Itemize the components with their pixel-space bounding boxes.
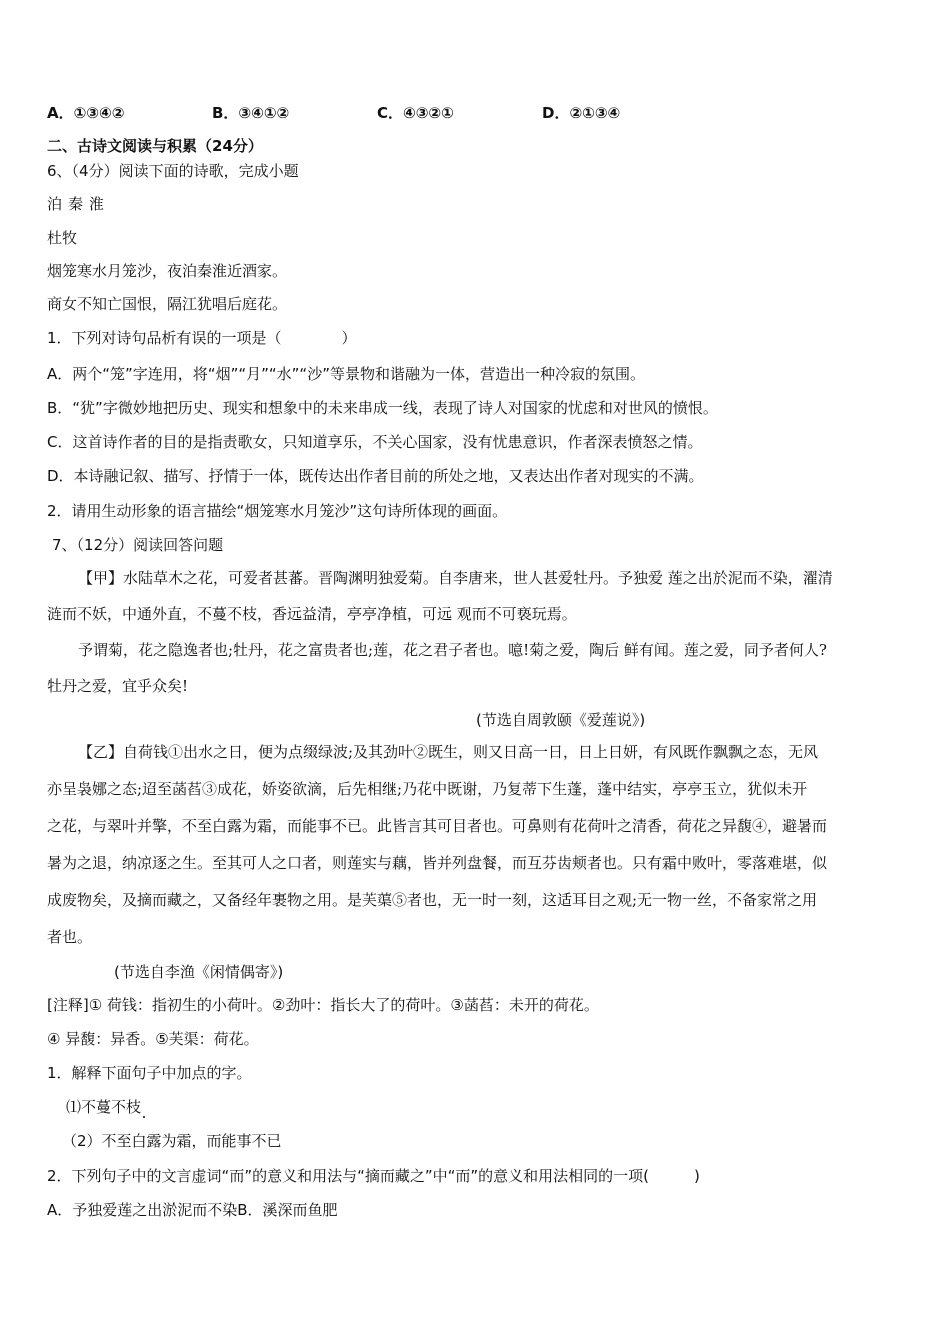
note-line2: ④ 异馥：异香。⑤芙渠：荷花。 xyxy=(47,1030,259,1048)
note-line1: [注释]① 荷钱：指初生的小荷叶。②劲叶：指长大了的荷叶。③菡萏：未开的荷花。 xyxy=(47,996,599,1014)
q7-sub2-options: A．予独爱莲之出淤泥而不染B．溪深而鱼肥 xyxy=(47,1201,338,1219)
yi-source: (节选自李渔《闲情偶寄》) xyxy=(114,963,284,981)
yi-line6: 者也。 xyxy=(47,928,93,946)
q7-sub1: 1．解释下面句子中加点的字。 xyxy=(47,1064,252,1082)
yi-line5: 成废物矣，及摘而藏之，又备经年裹物之用。是芙蕖⑤者也，无一时一刻，这适耳目之观;无一物一丝，不备家常之用 xyxy=(47,891,818,909)
poem-line-1: 烟笼寒水月笼沙，夜泊秦淮近酒家。 xyxy=(47,262,288,280)
q7-sub2: 2．下列句子中的文言虚词“而”的意义和用法与“摘而藏之”中“而”的意义和用法相同的一项( ) xyxy=(47,1167,700,1185)
q6-option-c: C．这首诗作者的目的是指责歌女，只知道享乐，不关心国家，没有忧患意识，作者深表愤怒之情。 xyxy=(47,433,703,451)
q7-sub1-item1 xyxy=(66,1097,141,1117)
poem-author: 杜牧 xyxy=(47,229,78,247)
option-a: A．①③④② xyxy=(47,104,125,122)
yi-line3: 之花，与翠叶并擎，不至白露为霜，而能事不已。此皆言其可目者也。可鼻则有花荷叶之清香，荷花之异馥④，避暑而 xyxy=(47,817,828,835)
jia-para2-line1: 予谓菊，花之隐逸者也;牡丹，花之富贵者也;莲，花之君子者也。噫!菊之爱，陶后 鲜有闻。莲之爱，同予者何人? xyxy=(78,641,827,659)
yi-line4: 暑为之退，纳凉逐之生。至其可人之口者，则莲实与藕，皆并列盘餐，而互芬齿颊者也。只有霜中败叶，零落难堪，似 xyxy=(47,854,828,872)
yi-line1: 【乙】自荷钱①出水之日，便为点缀绿波;及其劲叶②既生，则又日高一日，日上日妍，有风既作飘飘之态，无风 xyxy=(78,743,819,761)
option-c: C．④③②① xyxy=(377,104,454,122)
jia-source: (节选自周敦颐《爱莲说》) xyxy=(476,711,646,729)
jia-para1-line2: 涟而不妖，中通外直，不蔓不枝，香远益清，亭亭净植，可远 观而不可亵玩焉。 xyxy=(47,605,577,623)
q6-intro: 6、（4分）阅读下面的诗歌，完成小题 xyxy=(47,162,299,180)
q6-sub2: 2．请用生动形象的语言描绘“烟笼寒水月笼沙”这句诗所体现的画面。 xyxy=(47,502,508,520)
option-d: D．②①③④ xyxy=(542,104,621,122)
yi-line2: 亦呈袅娜之态;迢至菡萏③成花，娇姿欲滴，后先相继;乃花中既谢，乃复蒂下生蓬，蓬中结实，亭亭玉立，犹似未开 xyxy=(47,780,808,798)
jia-para1-line1: 【甲】水陆草木之花，可爱者甚蕃。晋陶渊明独爱菊。自李唐来，世人甚爱牡丹。予独爱 莲之出於泥而不染，濯清 xyxy=(78,569,833,587)
dotted-char: 枝 xyxy=(126,1098,142,1116)
q6-option-b: B．“犹”字微妙地把历史、现实和想象中的未来串成一线，表现了诗人对国家的忧虑和对世风的愤恨。 xyxy=(47,399,718,417)
q7-sub1-item1-prefix: ⑴不蔓不 xyxy=(66,1098,127,1116)
jia-para2-line2: 牡丹之爱，宜乎众矣! xyxy=(47,677,189,695)
section-heading: 二、古诗文阅读与积累（24分） xyxy=(47,137,263,155)
q6-option-a: A．两个“笼”字连用，将“烟”“月”“水”“沙”等景物和谐融为一体，营造出一种冷寂的氛围。 xyxy=(47,365,645,383)
q6-option-d: D．本诗融记叙、描写、抒情于一体，既传达出作者目前的所处之地，又表达出作者对现实的不满。 xyxy=(47,467,704,485)
poem-line-2: 商女不知亡国恨，隔江犹唱后庭花。 xyxy=(47,295,288,313)
q7-intro: 7、（12分）阅读回答问题 xyxy=(52,536,224,554)
q7-sub1-item2: （2）不至白露为霜，而能事不已 xyxy=(62,1132,282,1150)
option-b: B．③④①② xyxy=(212,104,290,122)
q6-sub1: 1．下列对诗句品析有误的一项是（ ） xyxy=(47,329,357,347)
poem-title: 泊 秦 淮 xyxy=(47,195,105,213)
